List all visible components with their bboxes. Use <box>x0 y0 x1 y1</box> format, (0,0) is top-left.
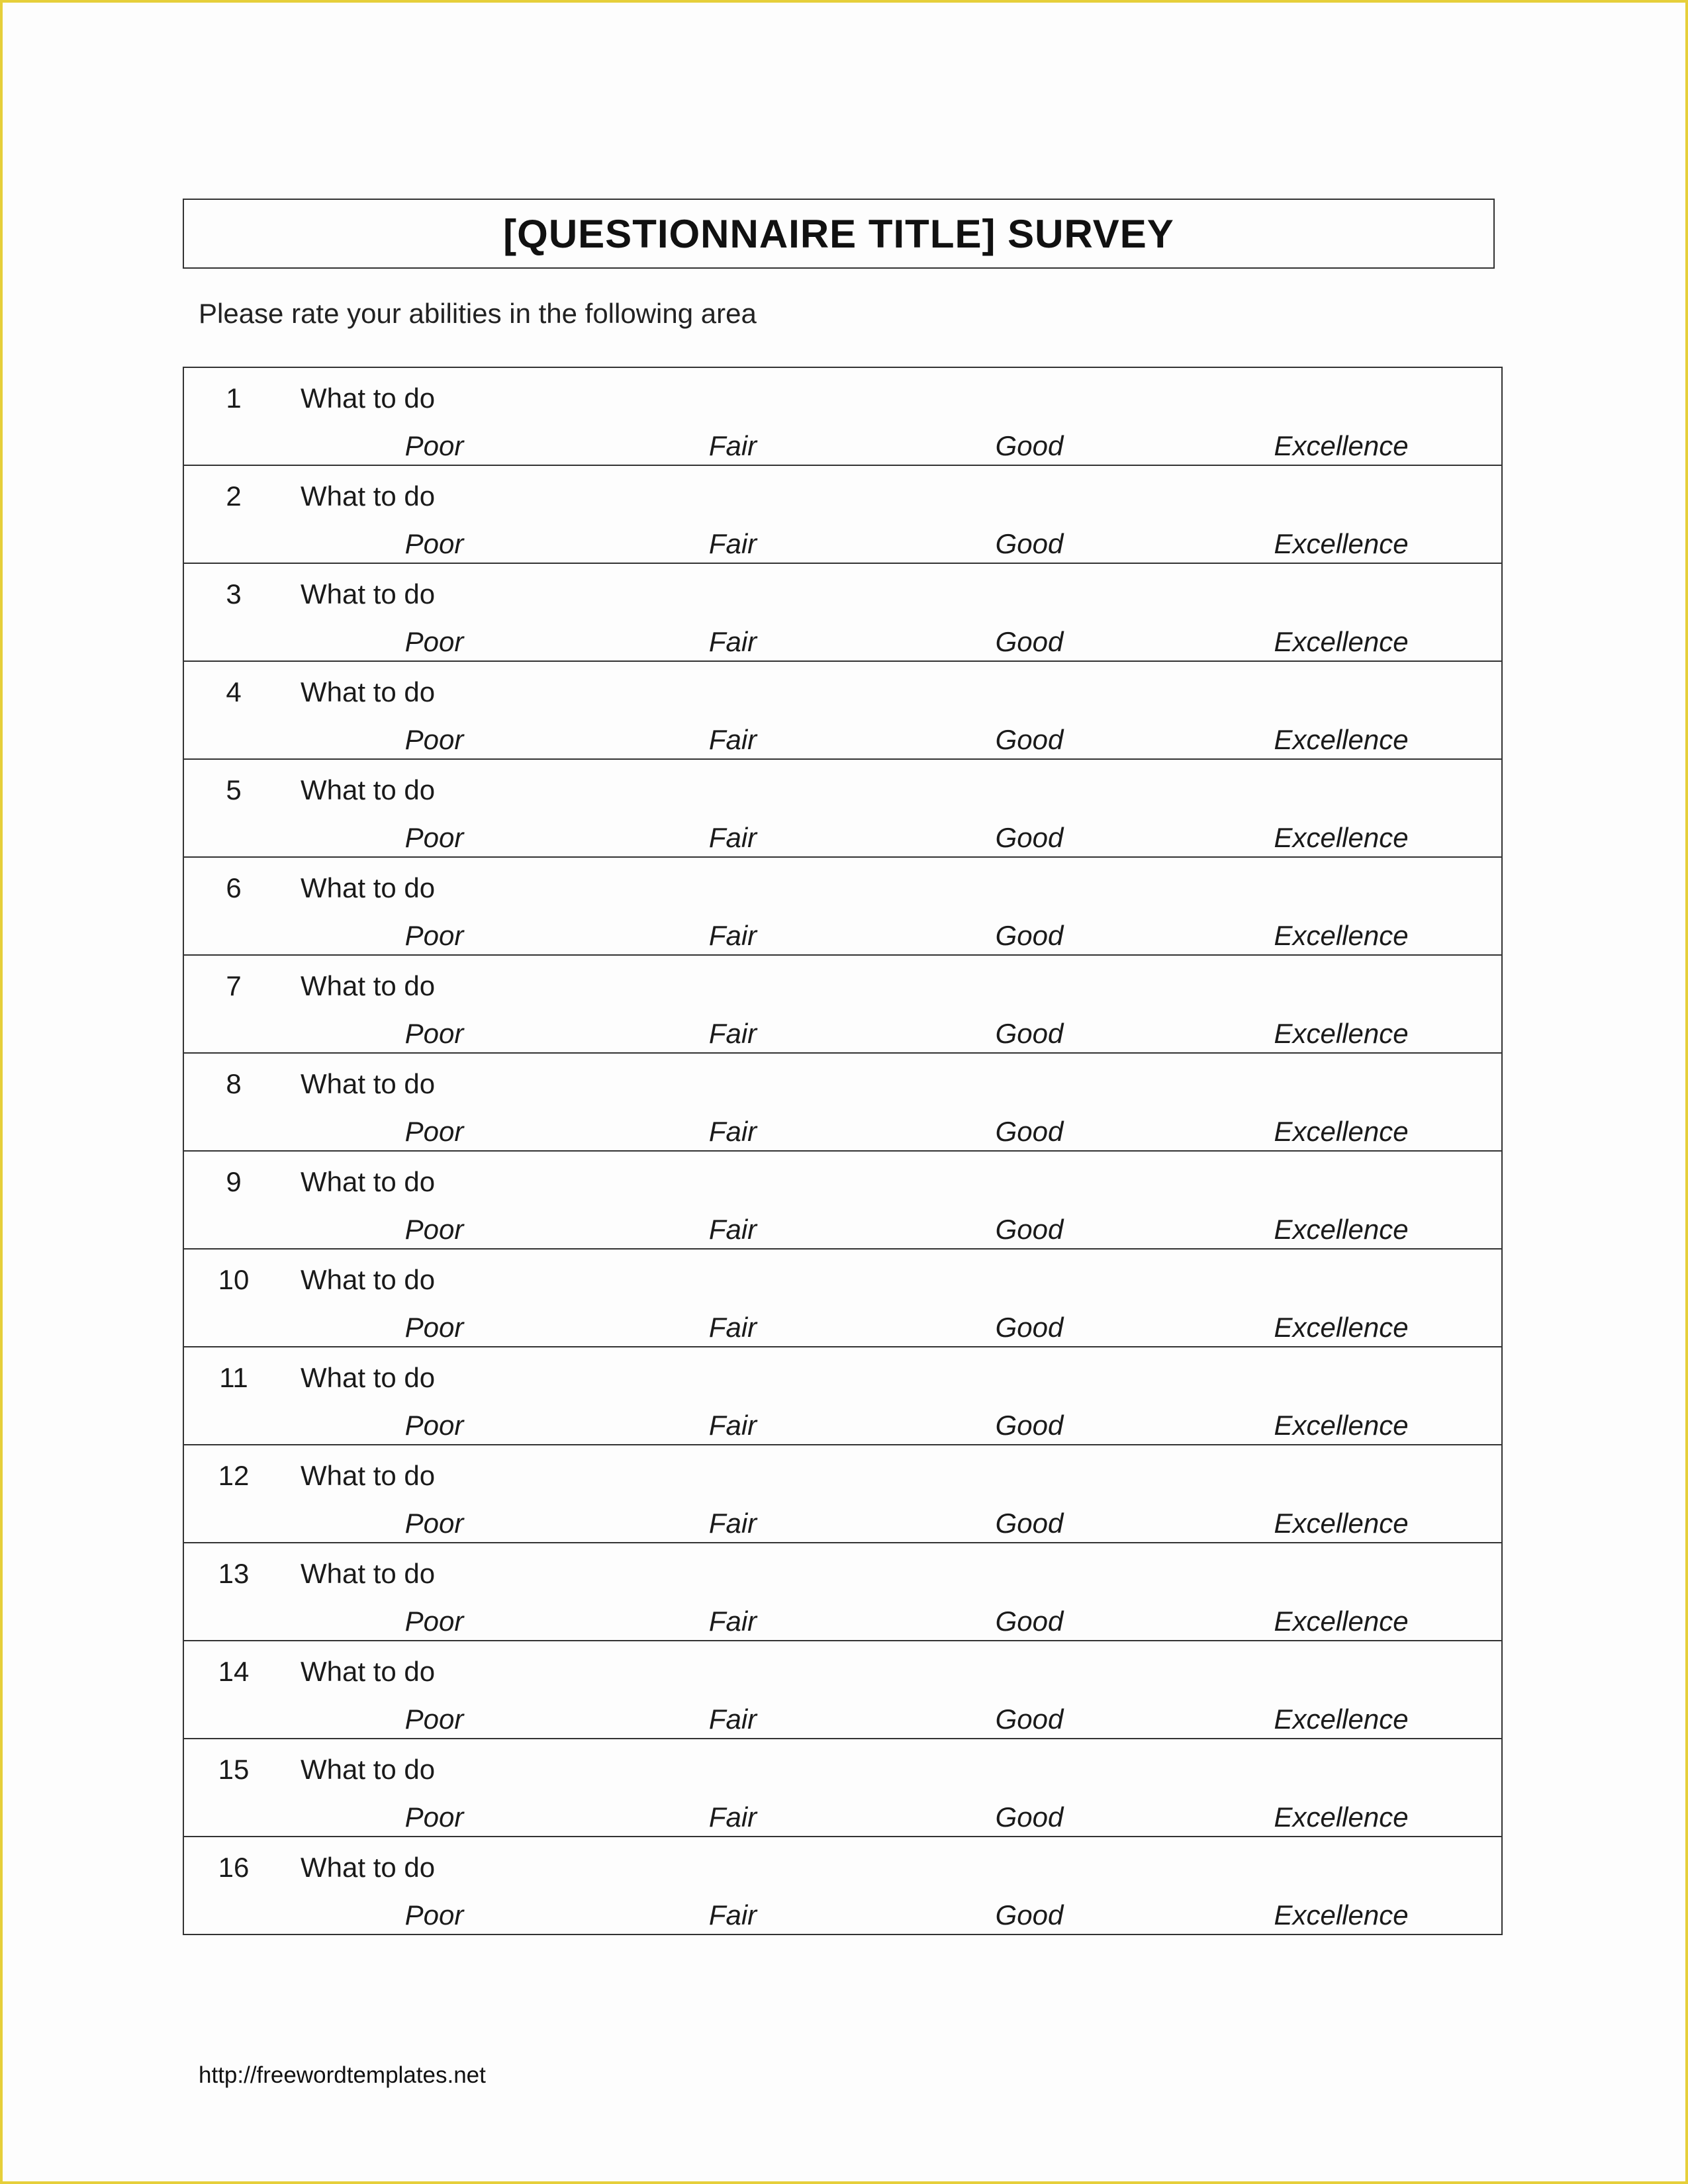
rating-excellence-option[interactable]: Excellence <box>1274 920 1409 951</box>
question-text: What to do <box>301 774 436 805</box>
rating-fair-option[interactable]: Fair <box>708 1410 757 1441</box>
instructions-text: Please rate your abilities in the following area <box>199 298 757 329</box>
rating-fair-option[interactable]: Fair <box>708 1801 757 1833</box>
rating-excellence-option[interactable]: Excellence <box>1274 1508 1409 1539</box>
rating-good-option[interactable]: Good <box>995 1801 1064 1833</box>
rating-good-option[interactable]: Good <box>995 1899 1064 1931</box>
rating-excellence-option[interactable]: Excellence <box>1274 1801 1409 1833</box>
rating-fair-option[interactable]: Fair <box>708 1704 757 1735</box>
rating-good-option[interactable]: Good <box>995 1410 1064 1441</box>
question-text: What to do <box>301 970 436 1001</box>
rating-good-option[interactable]: Good <box>995 1018 1064 1049</box>
footer-link[interactable]: http://freewordtemplates.net <box>199 2062 486 2088</box>
rating-poor-option[interactable]: Poor <box>404 1312 464 1343</box>
rating-good-option[interactable]: Good <box>995 1116 1064 1147</box>
question-number: 15 <box>218 1754 250 1785</box>
rating-excellence-option[interactable]: Excellence <box>1274 1704 1409 1735</box>
rating-fair-option[interactable]: Fair <box>708 822 757 853</box>
rating-poor-option[interactable]: Poor <box>404 1899 464 1931</box>
rating-excellence-option[interactable]: Excellence <box>1274 430 1409 461</box>
question-row <box>183 1837 1503 1935</box>
question-number: 6 <box>226 872 242 903</box>
question-row <box>183 564 1503 662</box>
question-number: 1 <box>226 383 242 414</box>
rating-fair-option[interactable]: Fair <box>708 1116 757 1147</box>
question-text: What to do <box>301 1264 436 1295</box>
question-text: What to do <box>301 1852 436 1883</box>
question-text: What to do <box>301 578 436 610</box>
question-row <box>183 760 1503 858</box>
question-number: 14 <box>218 1656 250 1687</box>
rating-fair-option[interactable]: Fair <box>708 1018 757 1049</box>
rating-excellence-option[interactable]: Excellence <box>1274 528 1409 559</box>
question-row <box>183 956 1503 1054</box>
question-text: What to do <box>301 383 436 414</box>
question-row <box>183 662 1503 760</box>
question-row <box>183 1347 1503 1445</box>
rating-poor-option[interactable]: Poor <box>404 528 464 559</box>
rating-good-option[interactable]: Good <box>995 1606 1064 1637</box>
question-row <box>183 1641 1503 1739</box>
rating-poor-option[interactable]: Poor <box>404 1704 464 1735</box>
question-number: 10 <box>218 1264 250 1295</box>
rating-poor-option[interactable]: Poor <box>404 430 464 461</box>
rating-good-option[interactable]: Good <box>995 1508 1064 1539</box>
question-text: What to do <box>301 1362 436 1393</box>
question-row <box>183 1543 1503 1641</box>
question-text: What to do <box>301 1460 436 1491</box>
rating-fair-option[interactable]: Fair <box>708 528 757 559</box>
question-number: 5 <box>226 774 242 805</box>
rating-poor-option[interactable]: Poor <box>404 822 464 853</box>
question-number: 16 <box>218 1852 250 1883</box>
page-title: [QUESTIONNAIRE TITLE] SURVEY <box>503 211 1174 256</box>
rating-good-option[interactable]: Good <box>995 724 1064 755</box>
question-text: What to do <box>301 1656 436 1687</box>
rating-poor-option[interactable]: Poor <box>404 920 464 951</box>
question-row <box>183 1152 1503 1250</box>
question-number: 11 <box>219 1362 248 1393</box>
question-row <box>183 1739 1503 1837</box>
rating-good-option[interactable]: Good <box>995 822 1064 853</box>
rating-fair-option[interactable]: Fair <box>708 1214 757 1245</box>
rating-good-option[interactable]: Good <box>995 528 1064 559</box>
rating-fair-option[interactable]: Fair <box>708 430 757 461</box>
rating-good-option[interactable]: Good <box>995 1704 1064 1735</box>
rating-fair-option[interactable]: Fair <box>708 626 757 657</box>
rating-excellence-option[interactable]: Excellence <box>1274 1606 1409 1637</box>
rating-poor-option[interactable]: Poor <box>404 1410 464 1441</box>
question-text: What to do <box>301 1166 436 1197</box>
rating-excellence-option[interactable]: Excellence <box>1274 1116 1409 1147</box>
question-text: What to do <box>301 480 436 512</box>
question-text: What to do <box>301 1068 436 1099</box>
rating-excellence-option[interactable]: Excellence <box>1274 1018 1409 1049</box>
question-row <box>183 858 1503 956</box>
title-box <box>183 199 1495 269</box>
rating-good-option[interactable]: Good <box>995 920 1064 951</box>
rating-fair-option[interactable]: Fair <box>708 920 757 951</box>
question-number: 7 <box>226 970 242 1001</box>
rating-poor-option[interactable]: Poor <box>404 1116 464 1147</box>
question-number: 9 <box>226 1166 242 1197</box>
question-text: What to do <box>301 676 436 707</box>
question-number: 8 <box>226 1068 242 1099</box>
rating-excellence-option[interactable]: Excellence <box>1274 822 1409 853</box>
question-text: What to do <box>301 1558 436 1589</box>
question-row <box>183 1250 1503 1347</box>
rating-poor-option[interactable]: Poor <box>404 1018 464 1049</box>
question-row <box>183 1445 1503 1543</box>
question-number: 12 <box>218 1460 250 1491</box>
rating-excellence-option[interactable]: Excellence <box>1274 1899 1409 1931</box>
question-number: 4 <box>226 676 242 707</box>
rating-poor-option[interactable]: Poor <box>404 1606 464 1637</box>
rating-excellence-option[interactable]: Excellence <box>1274 1312 1409 1343</box>
rating-poor-option[interactable]: Poor <box>404 1214 464 1245</box>
rating-good-option[interactable]: Good <box>995 430 1064 461</box>
rating-fair-option[interactable]: Fair <box>708 1606 757 1637</box>
survey-table <box>183 367 1503 1935</box>
question-row <box>183 466 1503 564</box>
question-text: What to do <box>301 872 436 903</box>
question-number: 13 <box>218 1558 250 1589</box>
rating-fair-option[interactable]: Fair <box>708 724 757 755</box>
rating-poor-option[interactable]: Poor <box>404 626 464 657</box>
rating-excellence-option[interactable]: Excellence <box>1274 1410 1409 1441</box>
question-row <box>183 1054 1503 1152</box>
rating-excellence-option[interactable]: Excellence <box>1274 626 1409 657</box>
rating-good-option[interactable]: Good <box>995 1312 1064 1343</box>
question-number: 2 <box>226 480 242 512</box>
rating-fair-option[interactable]: Fair <box>708 1899 757 1931</box>
rating-poor-option[interactable]: Poor <box>404 1801 464 1833</box>
rating-good-option[interactable]: Good <box>995 1214 1064 1245</box>
question-number: 3 <box>226 578 242 610</box>
rating-poor-option[interactable]: Poor <box>404 724 464 755</box>
rating-fair-option[interactable]: Fair <box>708 1508 757 1539</box>
rating-poor-option[interactable]: Poor <box>404 1508 464 1539</box>
question-row <box>183 368 1503 466</box>
rating-fair-option[interactable]: Fair <box>708 1312 757 1343</box>
rating-good-option[interactable]: Good <box>995 626 1064 657</box>
rating-excellence-option[interactable]: Excellence <box>1274 1214 1409 1245</box>
question-text: What to do <box>301 1754 436 1785</box>
rating-excellence-option[interactable]: Excellence <box>1274 724 1409 755</box>
